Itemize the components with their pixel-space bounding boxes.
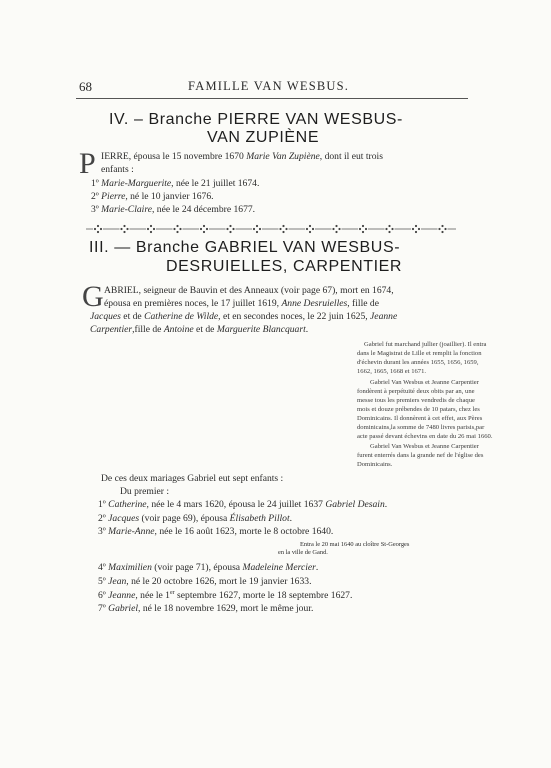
ornament-dot [200,228,202,230]
ornament-dot [279,228,281,230]
branch4-title-line1: IV. – Branche PIERRE VAN WESBUS- [109,111,403,128]
intro-text: , épousa le 15 novembre 1670 [128,151,247,162]
ornament-dot [285,228,287,230]
ornament-dot [306,228,308,230]
ornament-dot [332,228,334,230]
branch3-child-7: 7º Gabriel, né le 18 novembre 1629, mort le même jour. [98,603,314,614]
intro-end: , dont il eut trois [319,151,383,162]
ornament-dot [412,228,414,230]
note-line: fondèrent à perpétuité deux obits par an, une [357,388,475,395]
ornament-dot [150,231,152,233]
ornament-dot [282,231,284,233]
branch3-title-line1: III. — Branche GABRIEL VAN WESBUS- [89,239,401,256]
ornament-dot [385,228,387,230]
note-line: d'échevin durant les années 1655, 1656, 1659, [357,359,479,366]
ornament-dot [309,231,311,233]
note-line: dominicains,la somme de 7480 livres parisis,par [357,424,485,431]
intro-spouse: Marie Van Zupiène [246,151,320,162]
ornament-dot [415,225,417,227]
ornament-dot [153,228,155,230]
note-line: acte passé devant échevins en date du 26 mai 1660. [357,433,493,440]
ornament-dot [438,228,440,230]
dropcap-g: G [82,280,104,313]
branch4-intro-line1 [101,151,383,162]
convent-note-line2: en la ville de Gand. [278,549,328,556]
ornament-dot [391,228,393,230]
ornament-dot [100,228,102,230]
branch3-child-2: 2º Jacques (voir page 69), épousa Élisabeth Pillot. [98,513,293,524]
first-marriage-label: Du premier : [120,486,170,497]
ornament-dot [232,228,234,230]
branch4-child-1: 1º Marie-Marguerite, née le 21 juillet 1674. [91,178,260,189]
ornament-dot [226,228,228,230]
ornament-dot [97,231,99,233]
ornament-dot [173,228,175,230]
ornament-dot [206,228,208,230]
branch3-para-line4: Carpentier,fille de Antoine et de Marguerite Blancquart. [90,324,309,335]
branch4-title-line2: VAN ZUPIÈNE [207,129,320,146]
running-title: FAMILLE VAN WESBUS. [188,79,350,93]
ornament-dot [312,228,314,230]
ornament-dot [388,225,390,227]
branch3-para-line2: épousa en premières noces, le 17 juillet 1619, Anne Desruielles, fille de [104,298,379,309]
branch4-intro-line2: enfants : [101,164,134,175]
ornament-dot [365,228,367,230]
ornament-dot [147,228,149,230]
ornament-dot [259,228,261,230]
branch4-child-2: 2º Pierre, né le 10 janvier 1676. [91,191,214,202]
ornament-dot [444,228,446,230]
ornament-dot [176,225,178,227]
branch3-para-line3: Jacques et de Catherine de Wilde, et en secondes noces, le 22 juin 1625, Jeanne [90,311,398,322]
note-line: messe tous les premiers vendredis de chaque [357,397,475,404]
ornament-dot [179,228,181,230]
ornament-dot [256,231,258,233]
ornament-dot [418,228,420,230]
children-summary: De ces deux mariages Gabriel eut sept enfants : [101,473,284,484]
ornament-dot [176,231,178,233]
branch3-child-3: 3º Marie-Anne, née le 16 août 1623, morte le 8 octobre 1640. [98,526,334,537]
branch3-child-4: 4º Maximilien (voir page 71), épousa Madeleine Mercier. [98,562,319,573]
ornament-dot [362,231,364,233]
ornament-dot [150,225,152,227]
ornament-dot [97,225,99,227]
ornament-dot [309,225,311,227]
ornament-dot [229,225,231,227]
ornament-dot [126,228,128,230]
ornament-dot [94,228,96,230]
ornamental-divider [86,224,456,234]
ornament-dot [335,225,337,227]
note-line: 1662, 1665, 1668 et 1671. [357,368,427,375]
branch3-para-line1: ABRIEL, seigneur de Bauvin et des Anneaux (voir page 67), mort en 1674, [104,285,394,296]
ornament-dot [123,231,125,233]
ornament-dot [362,225,364,227]
ornament-dot [335,231,337,233]
ornament-dot [203,231,205,233]
ornament-dot [415,231,417,233]
ornament-dot [441,231,443,233]
ornament-dot [253,228,255,230]
ornament-dot [203,225,205,227]
header-rule [76,98,468,99]
ornament-dot [229,231,231,233]
branch3-title-line2: DESRUIELLES, CARPENTIER [166,258,403,275]
convent-note-line1: Entra le 20 mai 1640 au cloître St-Georges [300,541,410,548]
intro-name: IERRE [101,151,129,162]
ornament-dot [338,228,340,230]
ornament-dot [441,225,443,227]
note-line: Gabriel fut marchand jullier (joaillier). Il entra [364,341,487,348]
branch3-child-6: 6º Jeanne, née le 1er septembre 1627, morte le 18 septembre 1627. [98,590,353,602]
ornament-dot [256,225,258,227]
note-line: furent enterrés dans la grande nef de l'église des [357,452,484,459]
note-line: mois et douze prébendes de 10 patars, chez les [357,406,480,413]
ornament-dot [123,225,125,227]
ornament-dot [120,228,122,230]
ornament-dot [282,225,284,227]
note-line: Dominicains. Il donnèrent à cet effet, aux Pères [357,415,483,422]
note-line: dans le Magistrat de Lille et remplit la fonction [357,350,482,357]
dropcap-p: P [79,147,96,180]
branch3-child-5: 5º Jean, né le 20 octobre 1626, mort le 19 janvier 1633. [98,576,312,587]
page-number: 68 [79,79,92,94]
note-line: Gabriel Van Wesbus et Jeanne Carpentier [370,379,479,386]
branch4-child-3: 3º Marie-Claire, née le 24 décembre 1677. [91,204,256,215]
note-line: Gabriel Van Wesbus et Jeanne Carpentier [370,443,479,450]
ornament-dot [388,231,390,233]
branch3-child-1: 1º Catherine, née le 4 mars 1620, épousa le 24 juillet 1637 Gabriel Desain. [98,499,388,510]
note-line: Dominicains. [357,461,393,468]
ornament-dot [359,228,361,230]
